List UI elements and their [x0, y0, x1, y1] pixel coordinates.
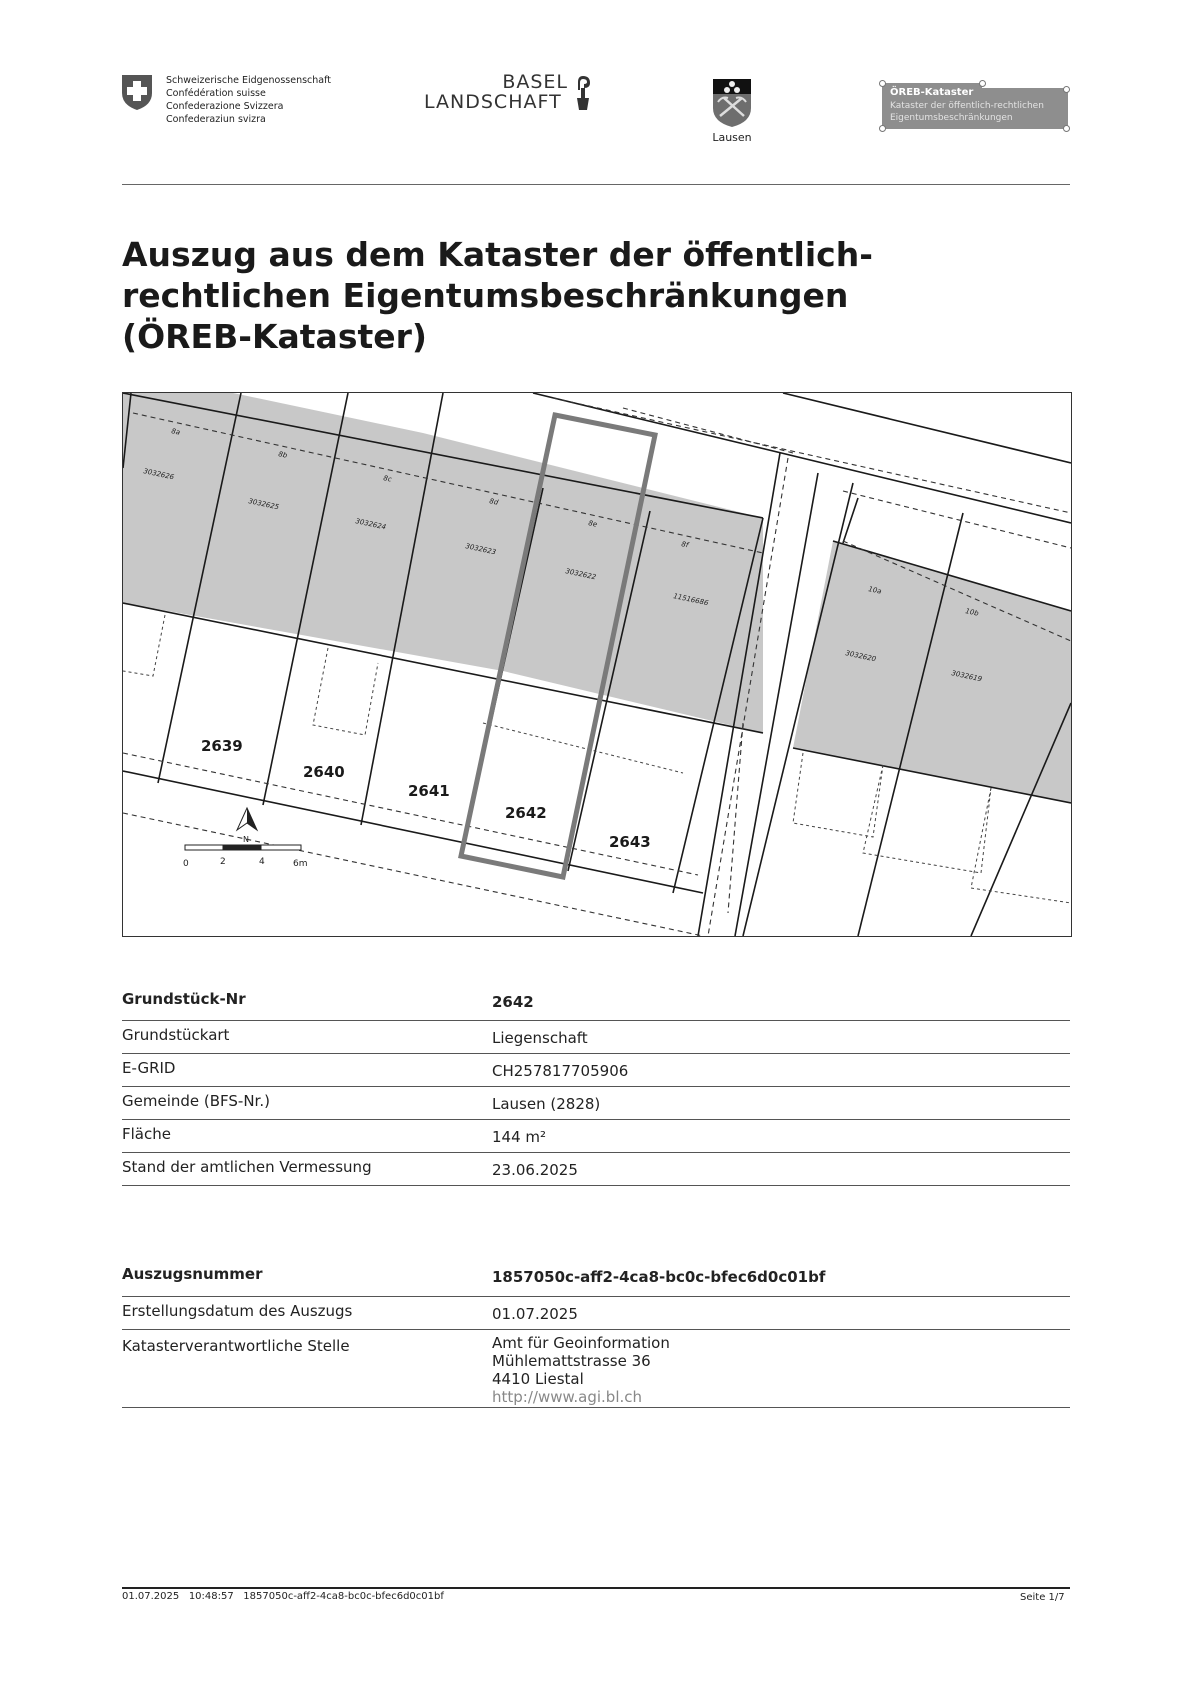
oereb-kataster-logo [882, 83, 1070, 129]
confederation-name-fr: Confédération suisse [166, 88, 266, 99]
table-row-parcel-number [122, 984, 1070, 1021]
extract-info-table [122, 1262, 1070, 1408]
page-title [122, 234, 1022, 357]
house-label: 8a [170, 427, 181, 437]
parcel-number-label: 2639 [201, 737, 243, 755]
house-label: 8f [680, 540, 690, 550]
parcel-id-label: 3032619 [950, 669, 983, 684]
row-label: Fläche [122, 1125, 171, 1143]
oereb-corner-dot [1063, 125, 1070, 132]
scale-tick: 4 [259, 857, 265, 867]
oereb-corner-dot [1063, 86, 1070, 93]
confederation-names [166, 74, 331, 126]
house-label: 10a [867, 585, 883, 596]
row-value: 144 m² [492, 1128, 547, 1146]
parcel-id-label: 3032625 [247, 497, 280, 512]
parcel-id-label: 11516686 [672, 592, 710, 608]
page-title-line3: (ÖREB-Kataster) [122, 317, 427, 356]
row-value: 23.06.2025 [492, 1161, 578, 1179]
page-number: Seite 1/7 [1020, 1592, 1065, 1603]
table-row-area [122, 1120, 1070, 1153]
basel-landschaft-line1: BASEL [502, 71, 568, 93]
parcel-number-label-highlighted: 2642 [505, 804, 547, 822]
table-row-survey-date [122, 1153, 1070, 1186]
office-website-link[interactable]: http://www.agi.bl.ch [492, 1388, 643, 1406]
row-label: Grundstückart [122, 1026, 230, 1044]
north-arrow-icon [237, 808, 257, 844]
lausen-logo [706, 78, 758, 144]
table-row-creation-date [122, 1297, 1070, 1330]
row-label: E-GRID [122, 1059, 176, 1077]
confederation-name-rm: Confederaziun svizra [166, 114, 266, 125]
footer-divider [122, 1587, 1070, 1589]
shaded-parcels-left [123, 393, 763, 733]
footer-extract-id: 1857050c-aff2-4ca8-bc0c-bfec6d0c01bf [243, 1591, 444, 1602]
footer-time: 10:48:57 [188, 1591, 234, 1602]
office-street: Mühlemattstrasse 36 [492, 1352, 651, 1370]
scale-tick: 2 [220, 857, 226, 867]
parcel-id-label: 3032624 [354, 517, 387, 532]
oereb-logo-subtitle-line2: Eigentumsbeschränkungen [890, 113, 1013, 123]
lausen-coat-of-arms-icon [712, 78, 752, 128]
basel-landschaft-line2: LANDSCHAFT [424, 91, 562, 113]
oereb-logo-subtitle-line1: Kataster der öffentlich-rechtlichen [890, 101, 1044, 111]
swiss-shield-icon [120, 73, 154, 111]
north-label: N [243, 835, 249, 844]
row-value: 1857050c-aff2-4ca8-bc0c-bfec6d0c01bf [492, 1268, 826, 1286]
basel-landschaft-logo [424, 72, 594, 112]
confederation-name-it: Confederazione Svizzera [166, 101, 284, 112]
office-city: 4410 Liestal [492, 1370, 584, 1388]
house-label: 8b [277, 450, 288, 460]
house-label: 10b [964, 607, 980, 618]
page-title-line2: rechtlichen Eigentumsbeschränkungen [122, 276, 849, 315]
page-title-line1: Auszug aus dem Kataster der öffentlich- [122, 235, 873, 274]
row-value: Liegenschaft [492, 1029, 588, 1047]
parcel-id-label: 3032620 [844, 649, 877, 664]
row-label: Gemeinde (BFS-Nr.) [122, 1092, 270, 1110]
oereb-logo-title: ÖREB-Kataster [890, 87, 974, 98]
row-value: Lausen (2828) [492, 1095, 601, 1113]
table-row-municipality [122, 1087, 1070, 1120]
office-name: Amt für Geoinformation [492, 1334, 670, 1352]
header-divider [122, 184, 1070, 185]
footer-date: 01.07.2025 [122, 1591, 180, 1602]
row-label: Erstellungsdatum des Auszugs [122, 1302, 353, 1320]
oereb-corner-dot [879, 80, 886, 87]
table-row-parcel-type [122, 1021, 1070, 1054]
parcel-number-label: 2643 [609, 833, 651, 851]
house-label: 8d [488, 497, 499, 507]
house-label: 8c [382, 474, 393, 484]
row-label: Katasterverantwortliche Stelle [122, 1337, 350, 1355]
scale-tick: 0 [183, 859, 189, 869]
parcel-id-label: 3032626 [142, 467, 175, 482]
row-label: Grundstück-Nr [122, 990, 246, 1008]
cadastral-map-drawing [123, 393, 1071, 936]
table-row-egrid [122, 1054, 1070, 1087]
row-label: Stand der amtlichen Vermessung [122, 1158, 372, 1176]
municipality-name: Lausen [712, 131, 752, 144]
parcel-number-label: 2641 [408, 782, 450, 800]
parcel-number-label: 2640 [303, 763, 345, 781]
scale-tick: 6m [293, 859, 308, 869]
parcel-id-label: 3032623 [464, 542, 497, 557]
parcel-info-table [122, 984, 1070, 1186]
parcel-id-label: 3032622 [564, 567, 597, 582]
row-label: Auszugsnummer [122, 1265, 263, 1283]
oereb-corner-dot [979, 80, 986, 87]
row-value: CH257817705906 [492, 1062, 629, 1080]
row-value: 01.07.2025 [492, 1305, 578, 1323]
oereb-corner-dot [879, 125, 886, 132]
shaded-parcels-right [793, 541, 1071, 803]
row-value: 2642 [492, 993, 534, 1011]
oereb-logo-subtitle [890, 100, 1044, 124]
table-row-extract-number [122, 1262, 1070, 1297]
row-value [492, 1334, 670, 1406]
confederation-name-de: Schweizerische Eidgenossenschaft [166, 75, 332, 86]
scale-bar [183, 845, 308, 869]
swiss-confederation-logo [120, 73, 331, 126]
table-row-responsible-office [122, 1330, 1070, 1408]
footer-meta [122, 1591, 444, 1602]
bishop-staff-icon [574, 74, 592, 112]
cadastral-map [122, 392, 1072, 937]
house-label: 8e [587, 519, 598, 529]
